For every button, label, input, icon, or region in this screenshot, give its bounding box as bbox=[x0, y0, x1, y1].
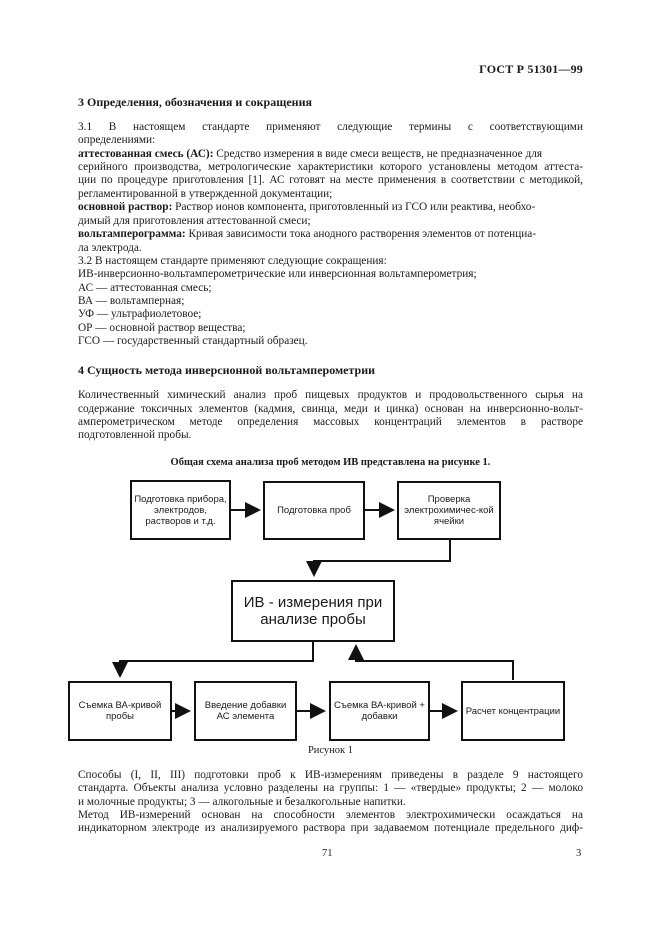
abbr-item: ОР — основной раствор вещества; bbox=[78, 322, 246, 334]
term-label: аттестованная смесь (АС): bbox=[78, 148, 214, 160]
box-main-measurement: ИВ - измерения при анализе пробы bbox=[231, 580, 395, 642]
abbr-item: АС — аттестованная смесь; bbox=[78, 282, 212, 294]
box-va-curve: Съемка ВА-кривой пробы bbox=[68, 681, 172, 741]
page-number-right: 3 bbox=[576, 848, 582, 859]
term1-line2: серийного производства, метрологические характеристики которого установлены методом аттеста- bbox=[78, 161, 583, 173]
term-text: Кривая зависимости тока анодного растворения элементов от потенциа- bbox=[185, 228, 537, 240]
standard-header: ГОСТ Р 51301—99 bbox=[479, 62, 583, 76]
abbr-intro: 3.2 В настоящем стандарте применяют следующие сокращения: bbox=[78, 255, 387, 267]
def-intro-line2: определениями: bbox=[78, 134, 156, 146]
term1-line3: ции по процедуре приготовления [1]. АС готовят на месте применения в соответствии с методикой, bbox=[78, 174, 583, 186]
page-number-center: 71 bbox=[322, 848, 333, 859]
abbr-item: ГСО — государственный стандартный образец. bbox=[78, 335, 308, 347]
s4-line1-text: Количественный химический анализ проб пищевых продуктов и продовольственного сырья на bbox=[78, 389, 583, 401]
closing-line2: стандарта. Объекты анализа условно разделены на группы: 1 — «твердые» продукты; 2 — молоко bbox=[78, 782, 583, 794]
term2-line2: димый для приготовления аттестованной смеси; bbox=[78, 215, 311, 227]
box-prep-device: Подготовка прибора, электродов, растворов и т.д. bbox=[130, 480, 231, 540]
abbr-item: ВА — вольтамперная; bbox=[78, 295, 185, 307]
arrow-main-to-va bbox=[120, 642, 313, 676]
term-text: Средство измерения в виде смеси веществ, не предназначенное для bbox=[213, 148, 543, 160]
section-3-title: 3 Определения, обозначения и сокращения bbox=[78, 95, 312, 109]
term3-line2: ла электрода. bbox=[78, 242, 142, 254]
closing-line4: Метод ИВ-измерений основан на способности элементов электрохимически осаждаться на bbox=[78, 809, 583, 821]
s4-line3: амперометрическом методе определения массовых концентраций элементов в растворе bbox=[78, 416, 583, 428]
closing-line1: Способы (I, II, III) подготовки проб к ИВ-измерениям приведены в разделе 9 настоящего bbox=[78, 769, 583, 781]
abbr-item: ИВ-инверсионно-вольтамперометрические или инверсионная вольтамперометрия; bbox=[78, 268, 477, 280]
box-calculation: Расчет концентрации bbox=[461, 681, 565, 741]
diagram-caption: Общая схема анализа проб методом ИВ представлена на рисунке 1. bbox=[170, 457, 491, 468]
def-intro-line1: 3.1 В настоящем стандарте применяют следующие термины с соответствующими bbox=[78, 121, 583, 133]
s4-line2: содержание токсичных элементов (кадмия, свинца, меди и цинка) основан на инверсионно-вольт- bbox=[78, 403, 583, 415]
arrow-check-to-main bbox=[314, 540, 450, 575]
closing-line5: индикаторном электроде из анализируемого раствора при задаваемом потенциале предельного диф- bbox=[78, 822, 583, 834]
term1-line4: регламентированной в утвержденной документации; bbox=[78, 188, 333, 200]
figure-label: Рисунок 1 bbox=[307, 745, 354, 756]
term-label: вольтамперограмма: bbox=[78, 228, 186, 240]
term-text: Раствор ионов компонента, приготовленный из ГСО или реактива, необхо- bbox=[172, 201, 536, 213]
box-check-cell: Проверка электрохимичес-кой ячейки bbox=[397, 481, 501, 540]
term-label: основной раствор: bbox=[78, 201, 173, 213]
arrow-calc-to-main bbox=[356, 646, 513, 680]
box-va-curve-addition: Съемка ВА-кривой + добавки bbox=[329, 681, 430, 741]
box-addition: Введение добавки АС элемента bbox=[194, 681, 297, 741]
closing-line3: и молочные продукты; 3 — алкогольные и безалкогольные напитки. bbox=[78, 796, 406, 808]
box-prep-sample: Подготовка проб bbox=[263, 481, 365, 540]
section-4-title: 4 Сущность метода инверсионной вольтамперометрии bbox=[78, 363, 376, 377]
abbr-item: УФ — ультрафиолетовое; bbox=[78, 308, 202, 320]
s4-line4: подготовленной пробы. bbox=[78, 429, 192, 441]
